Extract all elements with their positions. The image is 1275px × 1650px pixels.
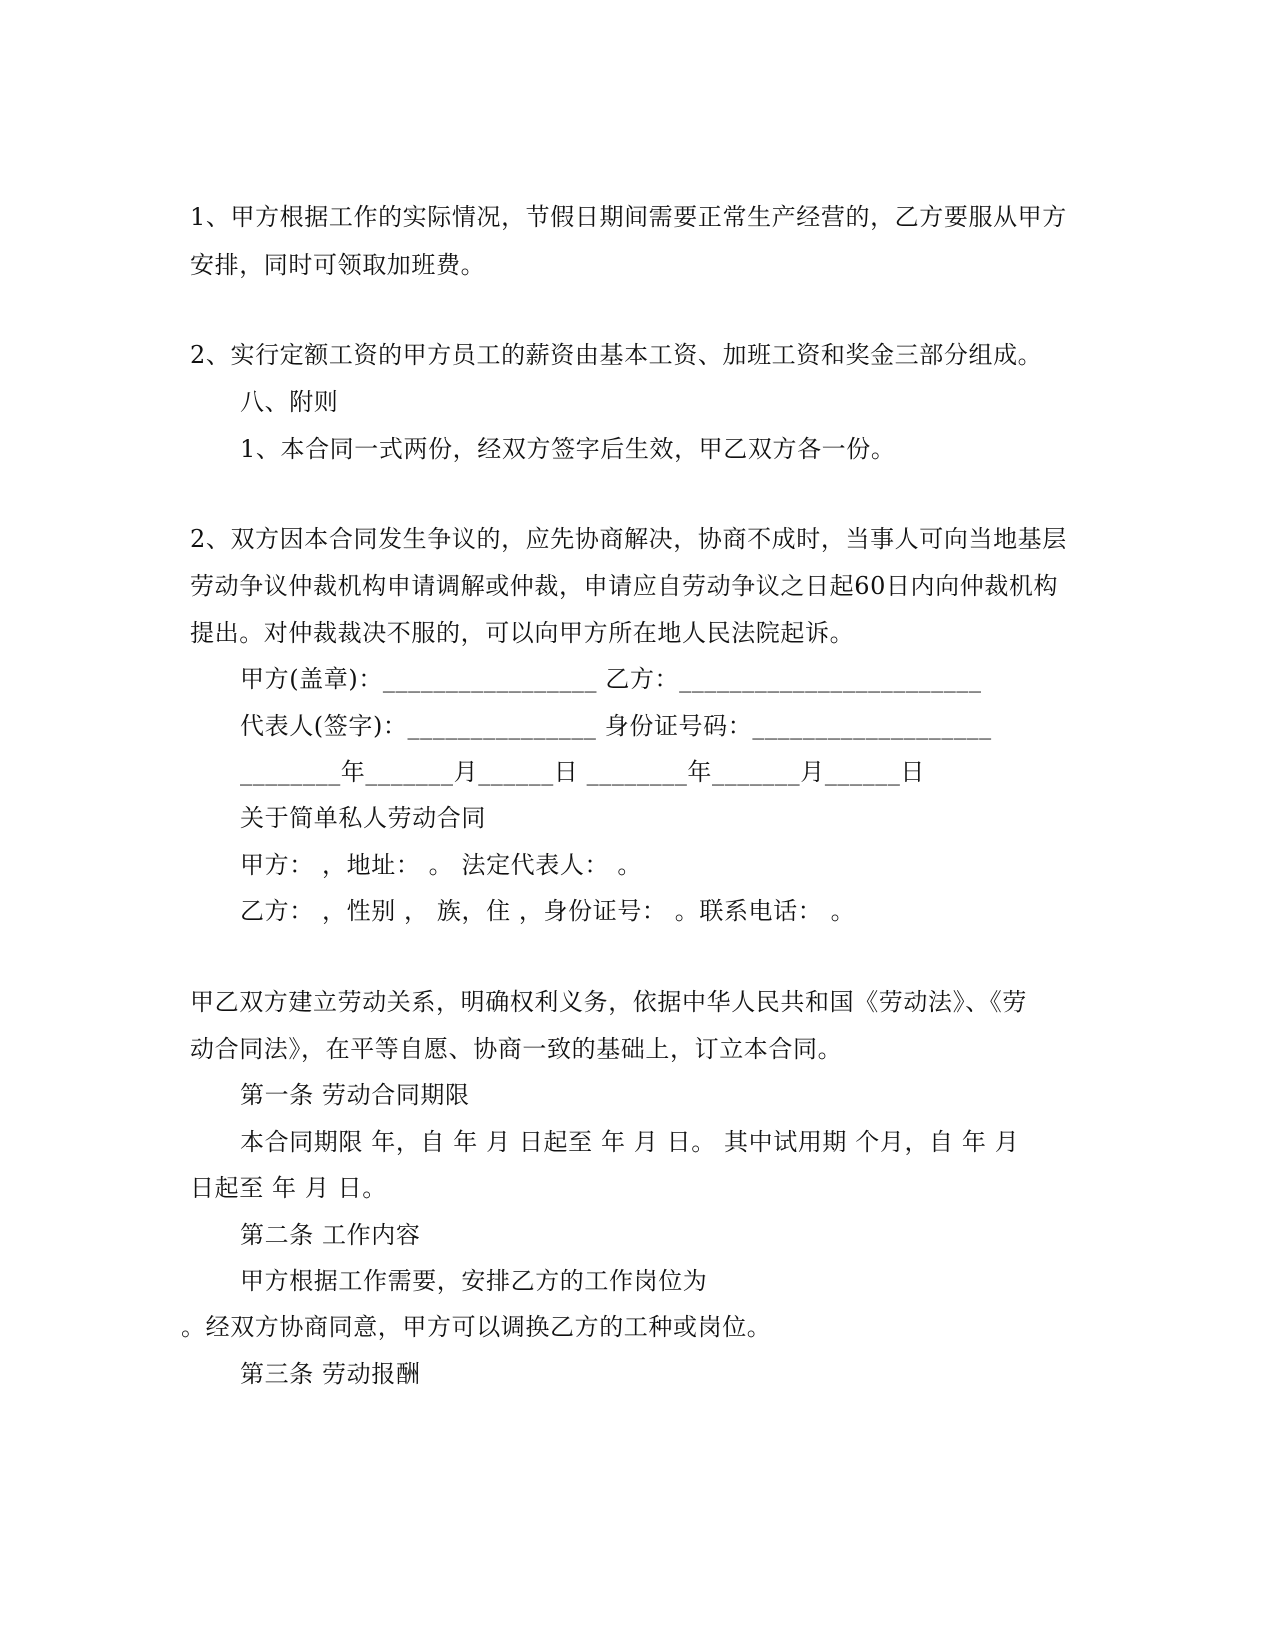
text-line: 动合同法》，在平等自愿、协商一致的基础上，订立本合同。 (190, 1035, 843, 1063)
text-line: 本合同期限 年，自 年 月 日起至 年 月 日。 其中试用期 个月，自 年 月 (240, 1128, 1020, 1156)
article-heading: 第三条 劳动报酬 (240, 1360, 421, 1388)
text-line: 劳动争议仲裁机构申请调解或仲裁，申请应自劳动争议之日起60日内向仲裁机构 (190, 572, 1059, 600)
signature-line-representative: 代表人(签字)：_______________ 身份证号码：___________________ (240, 712, 992, 740)
party-b-info: 乙方： ，性别 ， 族，住 ，身份证号： 。联系电话： 。 (240, 897, 856, 925)
party-a-info: 甲方： ，地址： 。 法定代表人： 。 (240, 851, 642, 879)
text-line: 2、实行定额工资的甲方员工的薪资由基本工资、加班工资和奖金三部分组成。 (190, 341, 1043, 369)
article-heading: 第二条 工作内容 (240, 1221, 421, 1249)
text-line: 1、本合同一式两份，经双方签字后生效，甲乙双方各一份。 (240, 435, 896, 463)
text-line: 安排，同时可领取加班费。 (190, 251, 486, 279)
text-line: 提出。对仲裁裁决不服的，可以向甲方所在地人民法院起诉。 (190, 619, 855, 647)
document-title: 关于简单私人劳动合同 (240, 804, 486, 832)
text-line: 1、甲方根据工作的实际情况，节假日期间需要正常生产经营的，乙方要服从甲方 (190, 203, 1067, 231)
text-line: 甲方根据工作需要，安排乙方的工作岗位为 (240, 1267, 708, 1295)
text-line: 日起至 年 月 日。 (190, 1174, 387, 1202)
text-line: 甲乙双方建立劳动关系，明确权利义务，依据中华人民共和国《劳动法》、《劳 (190, 988, 1027, 1016)
text-line: 。经双方协商同意，甲方可以调换乙方的工种或岗位。 (181, 1313, 772, 1341)
section-heading: 八、附则 (240, 388, 339, 416)
date-line: ________年_______月______日 ________年_______月______日 (240, 758, 926, 786)
article-heading: 第一条 劳动合同期限 (240, 1081, 470, 1109)
signature-line-party-a: 甲方(盖章)：_________________ 乙方：________________________ (240, 665, 982, 693)
text-line: 2、双方因本合同发生争议的，应先协商解决，协商不成时，当事人可向当地基层 (190, 525, 1067, 553)
